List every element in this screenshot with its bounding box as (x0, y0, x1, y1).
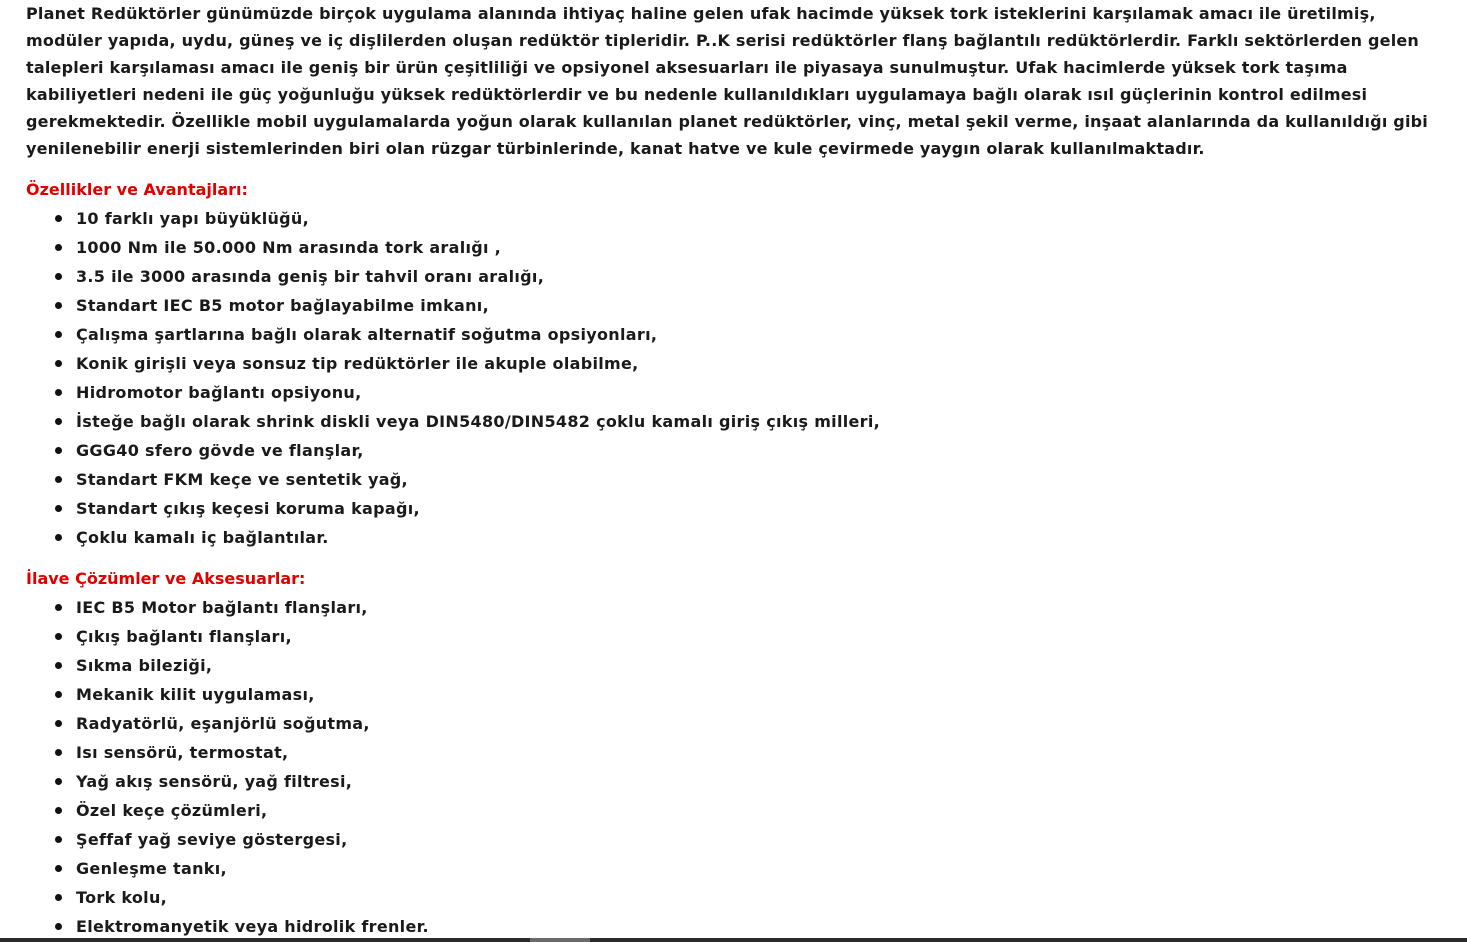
accessory-item (26, 796, 1441, 825)
accessory-item-text: Sıkma bileziği, (76, 656, 213, 675)
accessory-item (26, 651, 1441, 680)
bullet-dot-icon (55, 534, 62, 541)
bullet-dot-icon (55, 476, 62, 483)
bullet-dot-icon (55, 662, 62, 669)
feature-item (26, 436, 1441, 465)
accessory-item-text: Çıkış bağlantı flanşları, (76, 627, 292, 646)
accessories-list (26, 593, 1441, 941)
feature-item (26, 233, 1441, 262)
feature-item-text: Standart çıkış keçesi koruma kapağı, (76, 499, 420, 518)
accessory-item (26, 912, 1441, 941)
accessory-item (26, 593, 1441, 622)
bullet-dot-icon (55, 244, 62, 251)
bullet-dot-icon (55, 633, 62, 640)
feature-item (26, 291, 1441, 320)
scrollbar-thumb[interactable] (530, 938, 590, 942)
feature-item (26, 204, 1441, 233)
feature-item-text: Standart FKM keçe ve sentetik yağ, (76, 470, 408, 489)
bullet-dot-icon (55, 360, 62, 367)
feature-item-text: 10 farklı yapı büyüklüğü, (76, 209, 309, 228)
accessory-item-text: Isı sensörü, termostat, (76, 743, 289, 762)
bullet-dot-icon (55, 418, 62, 425)
accessory-item (26, 709, 1441, 738)
accessory-item (26, 825, 1441, 854)
accessory-item-text: Tork kolu, (76, 888, 168, 907)
accessory-item (26, 883, 1441, 912)
bullet-dot-icon (55, 331, 62, 338)
accessory-item (26, 680, 1441, 709)
feature-item (26, 494, 1441, 523)
accessory-item-text: Genleşme tankı, (76, 859, 227, 878)
feature-item-text: Hidromotor bağlantı opsiyonu, (76, 383, 362, 402)
bullet-dot-icon (55, 807, 62, 814)
accessories-heading: İlave Çözümler ve Aksesuarlar: (26, 569, 306, 588)
accessory-item (26, 738, 1441, 767)
accessory-item-text: IEC B5 Motor bağlantı flanşları, (76, 598, 368, 617)
horizontal-scrollbar[interactable] (0, 938, 1467, 942)
feature-item (26, 378, 1441, 407)
feature-item-text: Konik girişli veya sonsuz tip redüktörler ile akuple olabilme, (76, 354, 639, 373)
bullet-dot-icon (55, 778, 62, 785)
accessory-item (26, 854, 1441, 883)
feature-item (26, 465, 1441, 494)
feature-item (26, 523, 1441, 552)
bullet-dot-icon (55, 302, 62, 309)
bullet-dot-icon (55, 273, 62, 280)
feature-item (26, 407, 1441, 436)
bullet-dot-icon (55, 923, 62, 930)
feature-item-text: 1000 Nm ile 50.000 Nm arasında tork aralığı , (76, 238, 502, 257)
features-list (26, 204, 1441, 552)
bullet-dot-icon (55, 836, 62, 843)
bullet-dot-icon (55, 894, 62, 901)
bullet-dot-icon (55, 389, 62, 396)
feature-item-text: İsteğe bağlı olarak shrink diskli veya DIN5480/DIN5482 çoklu kamalı giriş çıkış milleri, (76, 412, 881, 431)
bullet-dot-icon (55, 749, 62, 756)
features-heading: Özellikler ve Avantajları: (26, 180, 248, 199)
article-content (26, 0, 1441, 941)
feature-item-text: 3.5 ile 3000 arasında geniş bir tahvil oranı aralığı, (76, 267, 545, 286)
accessory-item-text: Özel keçe çözümleri, (76, 801, 268, 820)
feature-item-text: Çalışma şartlarına bağlı olarak alternatif soğutma opsiyonları, (76, 325, 658, 344)
bullet-dot-icon (55, 691, 62, 698)
bullet-dot-icon (55, 865, 62, 872)
feature-item-text: GGG40 sfero gövde ve flanşlar, (76, 441, 364, 460)
accessory-item (26, 622, 1441, 651)
bullet-dot-icon (55, 447, 62, 454)
bullet-dot-icon (55, 215, 62, 222)
feature-item (26, 349, 1441, 378)
accessory-item-text: Şeffaf yağ seviye göstergesi, (76, 830, 348, 849)
feature-item-text: Çoklu kamalı iç bağlantılar. (76, 528, 329, 547)
accessory-item-text: Yağ akış sensörü, yağ filtresi, (76, 772, 353, 791)
bullet-dot-icon (55, 604, 62, 611)
accessory-item-text: Elektromanyetik veya hidrolik frenler. (76, 917, 429, 936)
bullet-dot-icon (55, 720, 62, 727)
feature-item-text: Standart IEC B5 motor bağlayabilme imkanı, (76, 296, 489, 315)
bullet-dot-icon (55, 505, 62, 512)
feature-item (26, 262, 1441, 291)
accessory-item (26, 767, 1441, 796)
intro-paragraph: Planet Redüktörler günümüzde birçok uygulama alanında ihtiyaç haline gelen ufak hacimde yüksek tork isteklerini karşılamak amacı ile üretilmiş, modüler yapıda, uydu, güneş ve iç dişlilerden oluşan redüktör tipleridir. P..K serisi redüktörler flanş bağlantılı redüktörlerdir. Farklı sektörlerden gelen talepleri karşılaması amacı ile geniş bir ürün çeşitliliği ve opsiyonel aksesuarları ile piyasaya sunulmuştur. Ufak hacimlerde yüksek tork taşıma kabiliyetleri nedeni ile güç yoğunluğu yüksek redüktörlerdir ve bu nedenle kullanıldıkları uygulamaya bağlı olarak ısıl güçlerinin kontrol edilmesi gerekmektedir. Özellikle mobil uygulamalarda yoğun olarak kullanılan planet redüktörler, vinç, metal şekil verme, inşaat alanlarında da kullanıldığı gibi yenilenebilir enerji sistemlerinden biri olan rüzgar türbinlerinde, kanat hatve ve kule çevirmede yaygın olarak kullanılmaktadır. (26, 4, 1428, 158)
feature-item (26, 320, 1441, 349)
accessory-item-text: Mekanik kilit uygulaması, (76, 685, 315, 704)
accessory-item-text: Radyatörlü, eşanjörlü soğutma, (76, 714, 370, 733)
